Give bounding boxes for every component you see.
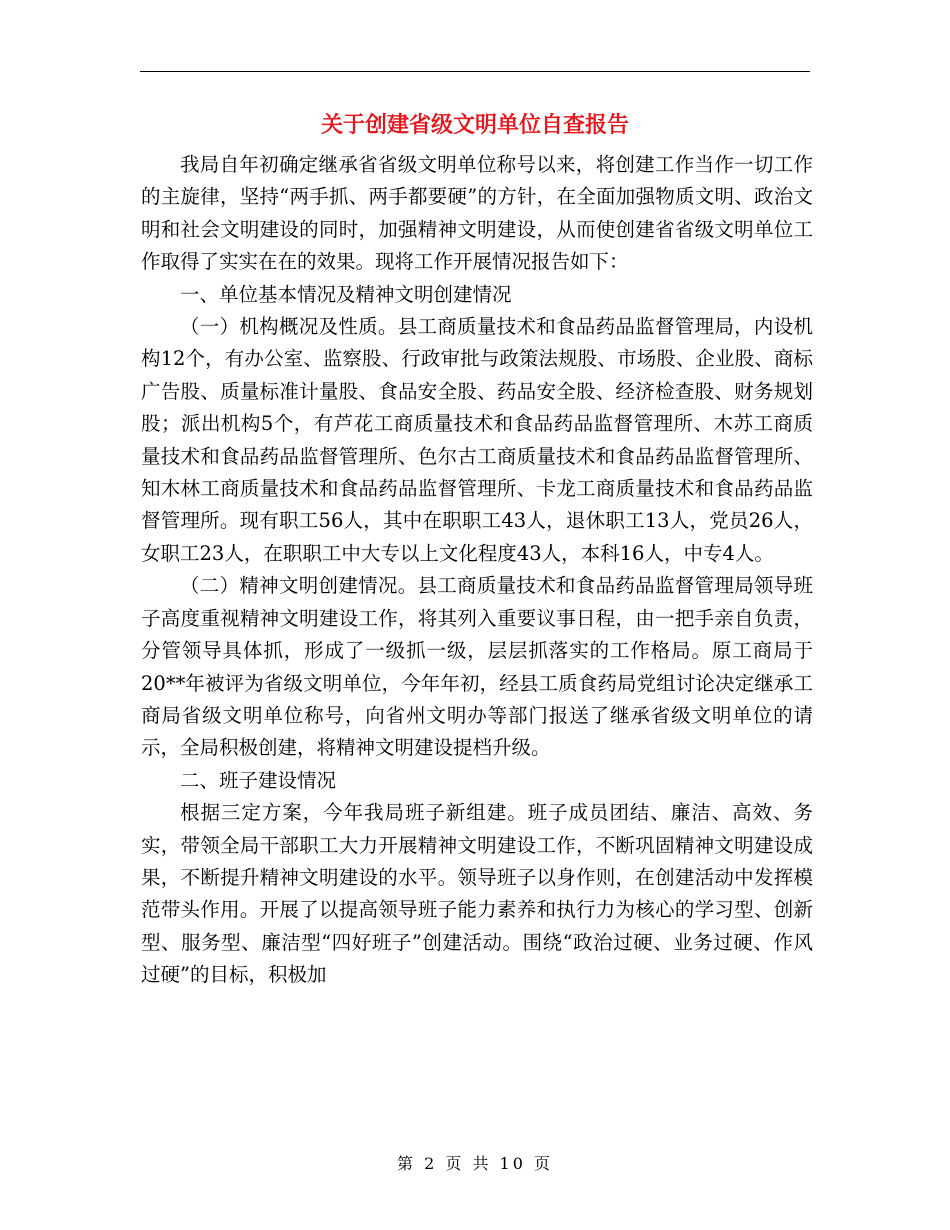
intro-paragraph: 我局自年初确定继承省省级文明单位称号以来，将创建工作当作一切工作的主旋律，坚持“两手抓、两手都要硬”的方针，在全面加强物质文明、政治文明和社会文明建设的同时，加强精神文明建设，从而使创建省省级文明单位工作取得了实实在在的效果。现将工作开展情况报告如下： — [141, 153, 813, 274]
document-title: 关于创建省级文明单位自查报告 — [320, 112, 629, 138]
header-rule — [140, 71, 810, 72]
page-indicator: 第 2 页 共 10 页 — [397, 1154, 553, 1173]
section-heading-1: 一、单位基本情况及精神文明创建情况 — [180, 282, 512, 306]
document-body — [141, 149, 813, 992]
section-heading-2: 二、班子建设情况 — [180, 768, 337, 792]
section-2-paragraph: 根据三定方案，今年我局班子新组建。班子成员团结、廉洁、高效、务实，带领全局干部职工大力开展精神文明建设工作，不断巩固精神文明建设成果，不断提升精神文明建设的水平。领导班子以身作则，在创建活动中发挥模范带头作用。开展了以提高领导班子能力素养和执行力为核心的学习型、创新型、服务型、廉洁型“四好班子”创建活动。围绕“政治过硬、业务过硬、作风过硬”的目标，积极加 — [141, 801, 813, 987]
subsection-paragraph-1: （一）机构概况及性质。县工商质量技术和食品药品监督管理局，内设机构12个，有办公室、监察股、行政审批与政策法规股、市场股、企业股、商标广告股、质量标准计量股、食品安全股、药品安全股、经济检查股、财务规划股；派出机构5个，有芦花工商质量技术和食品药品监督管理所、木苏工商质量技术和食品药品监督管理所、色尔古工商质量技术和食品药品监督管理所、知木林工商质量技术和食品药品监督管理所、卡龙工商质量技术和食品药品监督管理所。现有职工56人，其中在职职工43人，退休职工13人，党员26人，女职工23人，在职职工中大专以上文化程度43人，本科16人，中专4人。 — [141, 315, 813, 565]
subsection-paragraph-2: （二）精神文明创建情况。县工商质量技术和食品药品监督管理局领导班子高度重视精神文明建设工作，将其列入重要议事日程，由一把手亲自负责，分管领导具体抓，形成了一级抓一级，层层抓落实的工作格局。原工商局于20**年被评为省级文明单位，今年年初，经县工质食药局党组讨论决定继承工商局省级文明单位称号，向省州文明办等部门报送了继承省级文明单位的请示，全局积极创建，将精神文明建设提档升级。 — [141, 574, 813, 760]
